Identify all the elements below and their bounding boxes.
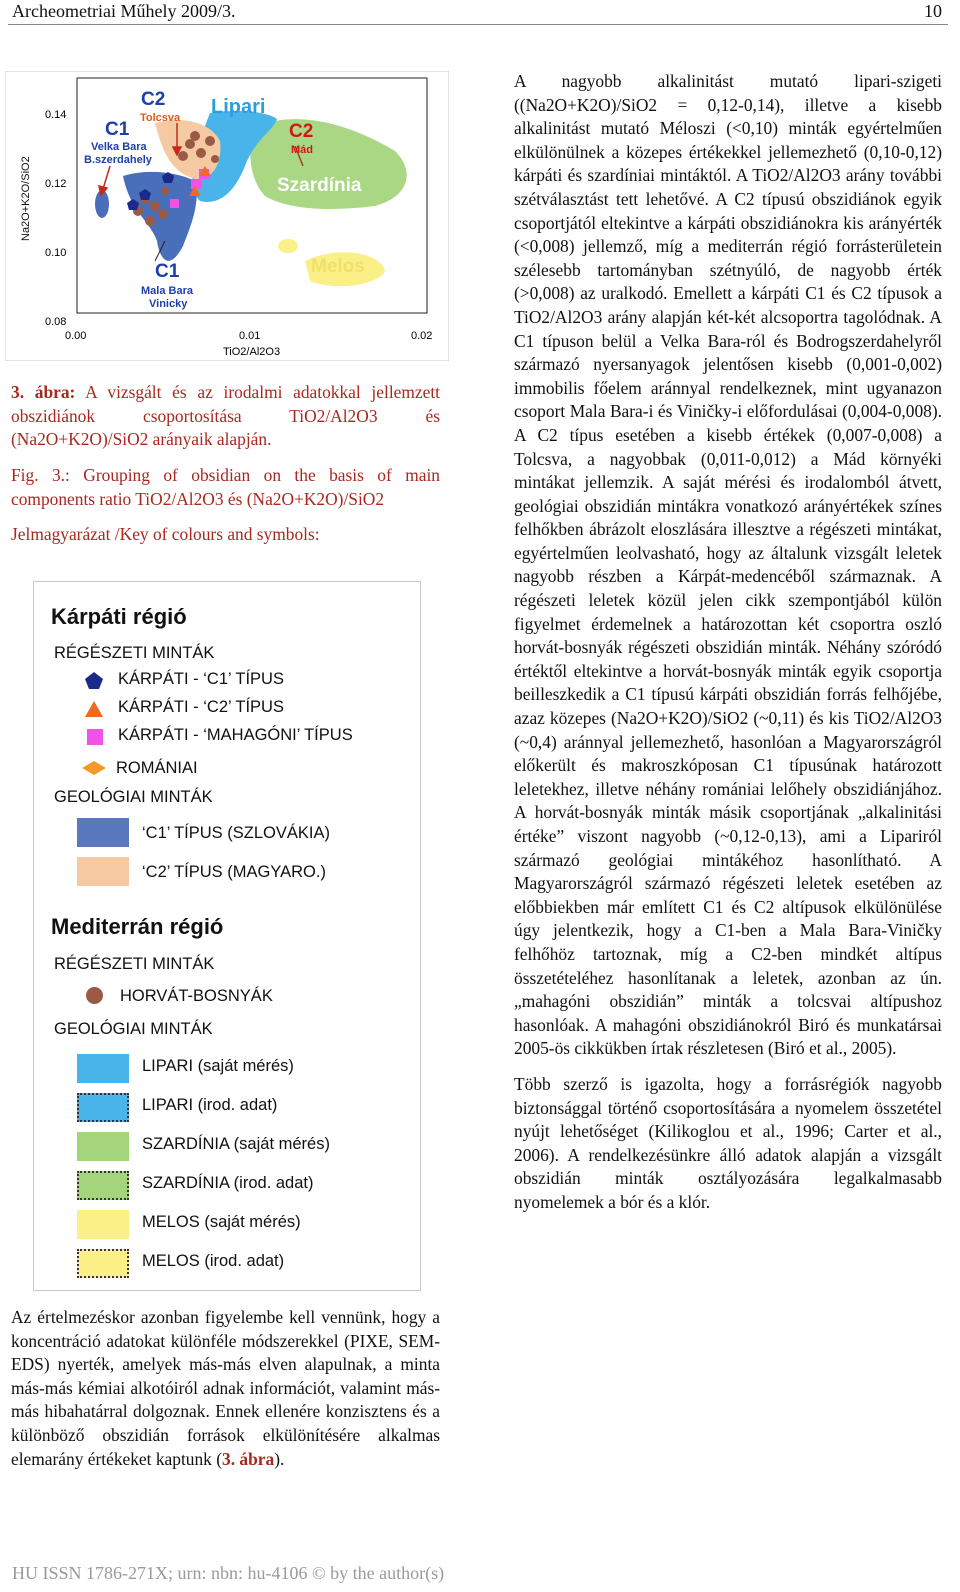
label-mala-bara: Mala Bara — [141, 285, 193, 297]
y-tick-012: 0.12 — [45, 178, 67, 190]
label-melos: Melos — [311, 256, 365, 277]
legend-c1-tipus: KÁRPÁTI - ‘C1’ TÍPUS — [118, 670, 284, 688]
legend-szardinia-sajat: SZARDÍNIA (saját mérés) — [142, 1135, 330, 1153]
label-szardinia: Szardínia — [277, 175, 362, 196]
label-c1-left: C1 — [105, 119, 130, 140]
label-c1-bottom: C1 — [155, 261, 180, 282]
legend-c2-magyaro: ‘C2’ TÍPUS (MAGYARO.) — [142, 863, 326, 881]
label-lipari: Lipari — [211, 96, 266, 118]
legend-geologiai-1: GEOLÓGIAI MINTÁK — [54, 788, 213, 806]
right-column-text — [514, 70, 942, 1215]
legend-lipari-sajat: LIPARI (saját mérés) — [142, 1057, 294, 1075]
x-tick-002: 0.02 — [411, 330, 433, 342]
legend-karpati-heading: Kárpáti régió — [51, 604, 187, 629]
right-paragraph-1: A nagyobb alkalinitást mutató lipari-szigeti ((Na2O+K2O)/SiO2 = 0,12-0,14), illetve a kisebb alkalinitást mutató Méloszi (<0,10) minták egyértelműen elkülönülnek a közepes értékekkel jellemezhető (0,10-0,12) kárpáti és szardíniai mintáktól. A TiO2/Al2O3 arány további szétválasztást tett lehetővé. A C2 típusú obszidiánok egyik csoportjától eltekintve a kárpáti obszidiánokra kis arányérték (<0,008) jellemző, míg a mediterrán régió forrásterületein szélesebb tartományban szétnyúló, de nagyobb érték (>0,008) az uralkodó. Emellett a kárpáti C1 és C2 típusok a TiO2/Al2O3 arány alapján két-két alcsoportra tagolódnak. A C1 típuson belül a Velka Bara-ról és Bodrogszerdahelyről származó nyersanyagok jelentősen kisebb (0,001-0,002) immobilis főelem aránnyal rendelkeznek, mint ugyanazon csoport Mala Bara-i és Viničky-i előfordulásai (0,004-0,008). A C2 típus esetében a kisebb értékek (0,007-0,008) a Tolcsva, a nagyobbak (0,011-0,012) a Mád környéki mintákat jellemzik. A saját mérési és irodalomból átvett, geológiai obszidián mintákra vonatkozó arányértékek színes felhőkben ábrázolt eloszlására illesztve a régészeti mintákat, egyértelműen leolvasható, hogy az általunk vizsgált leletek nagyobb részben a Kárpát-medencéből származnak. A régészeti leletek közül jelen cikk szempontjából külön figyelmet érdemelnek a határozottan két csoportra oszló horvát-bosnyák régészeti obszidián minták. Néhány szóródó értéktől eltekintve a horvát-bosnyák minták egyik csoportja beilleszkedik a C1 típusú kárpáti obszidián forrás felhőjébe, azaz közepes (Na2O+K2O)/SiO2 (~0,11) és kis TiO2/Al2O3 (~0,4) aránnyal jellemezhető, hasonlóan a Magyarországról előkerült és makroszkóposan C1 típusúnak határozott leletekhez, illetve néhány romániai lelőhely obszidiánjához. A horvát-bosnyák minták másik csoportjának „alkalinitási értéke” viszont nagyobb (~0,12-0,13), ami a Lipariról származó geológiai mintákéhoz hasonlítható. A Magyarországról származó régészeti leletek esetében az előbbiekben már említett C1 és C2 altípusok elkülönülése úgy jelentkezik, hogy a C1-ben a Mala Bara-Viničky felhőhöz tartoznak, míg a C2-ben mindkét altípus összetételéhez hasonlítanak a leletek, azonban az ún. „mahagóni obszidián” minták a tolcsvai altípushoz hasonlóak. A mahagóni obszidiánokról Biró és munkatársai 2005-ös cikkükben írtak részletesen (Biró et al., 2005). — [514, 71, 942, 1059]
caption-en-number: Fig. 3. — [11, 465, 66, 485]
caption-hu — [11, 381, 440, 452]
legend-melos-swatch — [77, 1210, 129, 1239]
caption-hu-number: 3. ábra: — [11, 382, 76, 402]
legend-szardinia-irod: SZARDÍNIA (irod. adat) — [142, 1174, 314, 1192]
diamond-icon — [81, 760, 107, 776]
label-bszerdahely: B.szerdahely — [84, 154, 152, 166]
legend-melos-irod-swatch — [77, 1249, 129, 1278]
pentagon-icon — [84, 671, 104, 691]
legend-regeszeti-1: RÉGÉSZETI MINTÁK — [54, 644, 215, 662]
x-tick-000: 0.00 — [65, 330, 87, 342]
legend-regeszeti-2: RÉGÉSZETI MINTÁK — [54, 955, 215, 973]
label-vinicky: Vinicky — [149, 298, 188, 310]
melos-small — [278, 239, 298, 253]
legend-geologiai-2: GEOLÓGIAI MINTÁK — [54, 1020, 213, 1038]
square-icon — [86, 728, 104, 746]
y-tick-014: 0.14 — [45, 109, 67, 121]
legend-melos-sajat: MELOS (saját mérés) — [142, 1213, 301, 1231]
figure-ref[interactable]: 3. ábra — [222, 1448, 275, 1469]
journal-title: Archeometriai Műhely 2009/3. — [12, 1, 236, 21]
footer-issn: HU ISSN 1786-271X; urn: nbn: hu-4106 © by the author(s) — [12, 1563, 445, 1583]
page-number: 10 — [924, 1, 942, 21]
label-mad: Mád — [291, 144, 313, 156]
y-tick-010: 0.10 — [45, 247, 67, 259]
x-axis-label: TiO2/Al2O3 — [223, 346, 281, 358]
right-paragraph-2: Több szerző is igazolta, hogy a forrásrégiók nagyobb biztonsággal történő csoportosítására a nyomelem összetétel nyújt lehetőséget (Kilikoglou et al., 1996; Carter et al., 2006). A rendelkezésünkre álló adatok alapján a vizsgált obszidián minták osztályozására legalkalmasabb nyomelemek a bór és a klór. — [514, 1073, 942, 1212]
legend-szardinia-irod-swatch — [77, 1171, 129, 1200]
legend-lipari-swatch — [77, 1054, 129, 1083]
figure-3-svg — [5, 71, 449, 361]
legend-mediterran-heading: Mediterrán régió — [51, 914, 224, 939]
figure-3-chart — [5, 71, 449, 361]
y-tick-008: 0.08 — [45, 316, 67, 328]
circle-icon — [85, 986, 104, 1005]
legend-c1-szlovakia: ‘C1’ TÍPUS (SZLOVÁKIA) — [142, 824, 330, 842]
legend-lipari-irod-swatch — [77, 1093, 129, 1122]
label-c2-right: C2 — [289, 121, 314, 142]
caption-en-text: : Grouping of obsidian on the basis of main components ratio TiO2/Al2O3 és (Na2O+K2O)/SiO2 — [11, 465, 440, 509]
left-paragraph: Az értelmezéskor azonban figyelembe kell vennünk, hogy a koncentráció adatokat különféle módszerekkel (PIXE, SEM-EDS) nyerték, amelyek más-más elven alapulnak, a minta más-más kémiai alkotóiról adnak információt, valamint más-más hibahatárral dolgoznak. Ennek ellenére konzisztens és a különböző obszidián források elkülönítésére alkalmas elemarány értékeket kaptunk (3. ábra). — [11, 1307, 440, 1469]
caption-key: Jelmagyarázat /Key of colours and symbols: — [11, 524, 320, 544]
legend-melos-irod: MELOS (irod. adat) — [142, 1252, 285, 1270]
x-tick-001: 0.01 — [239, 330, 261, 342]
label-c2-top: C2 — [141, 89, 166, 110]
legend-c2-tipus: KÁRPÁTI - ‘C2’ TÍPUS — [118, 698, 284, 716]
legend-horvat: HORVÁT-BOSNYÁK — [120, 987, 273, 1005]
legend-c2-swatch — [77, 857, 129, 886]
legend-box — [33, 581, 421, 1291]
y-axis-label: Na2O+K2O/SiO2 — [20, 156, 32, 241]
legend-szardinia-swatch — [77, 1132, 129, 1161]
label-tolcsva: Tolcsva — [140, 112, 181, 124]
legend-c1-swatch — [77, 818, 129, 847]
left-column-text — [11, 1306, 440, 1471]
triangle-icon — [84, 700, 104, 718]
caption-en — [11, 464, 440, 511]
caption-hu-text: A vizsgált és az irodalmi adatokkal jellemzett obszidiánok csoportosítása TiO2/Al2O3 és (Na2O+K2O)/SiO2 arányaik alapján. — [11, 382, 440, 450]
legend-romaniai: ROMÁNIAI — [116, 759, 198, 777]
label-velka-bara: Velka Bara — [91, 141, 147, 153]
header-rule — [8, 24, 948, 25]
legend-lipari-irod: LIPARI (irod. adat) — [142, 1096, 278, 1114]
legend-mahagoni: KÁRPÁTI - ‘MAHAGÓNI’ TÍPUS — [118, 726, 353, 744]
